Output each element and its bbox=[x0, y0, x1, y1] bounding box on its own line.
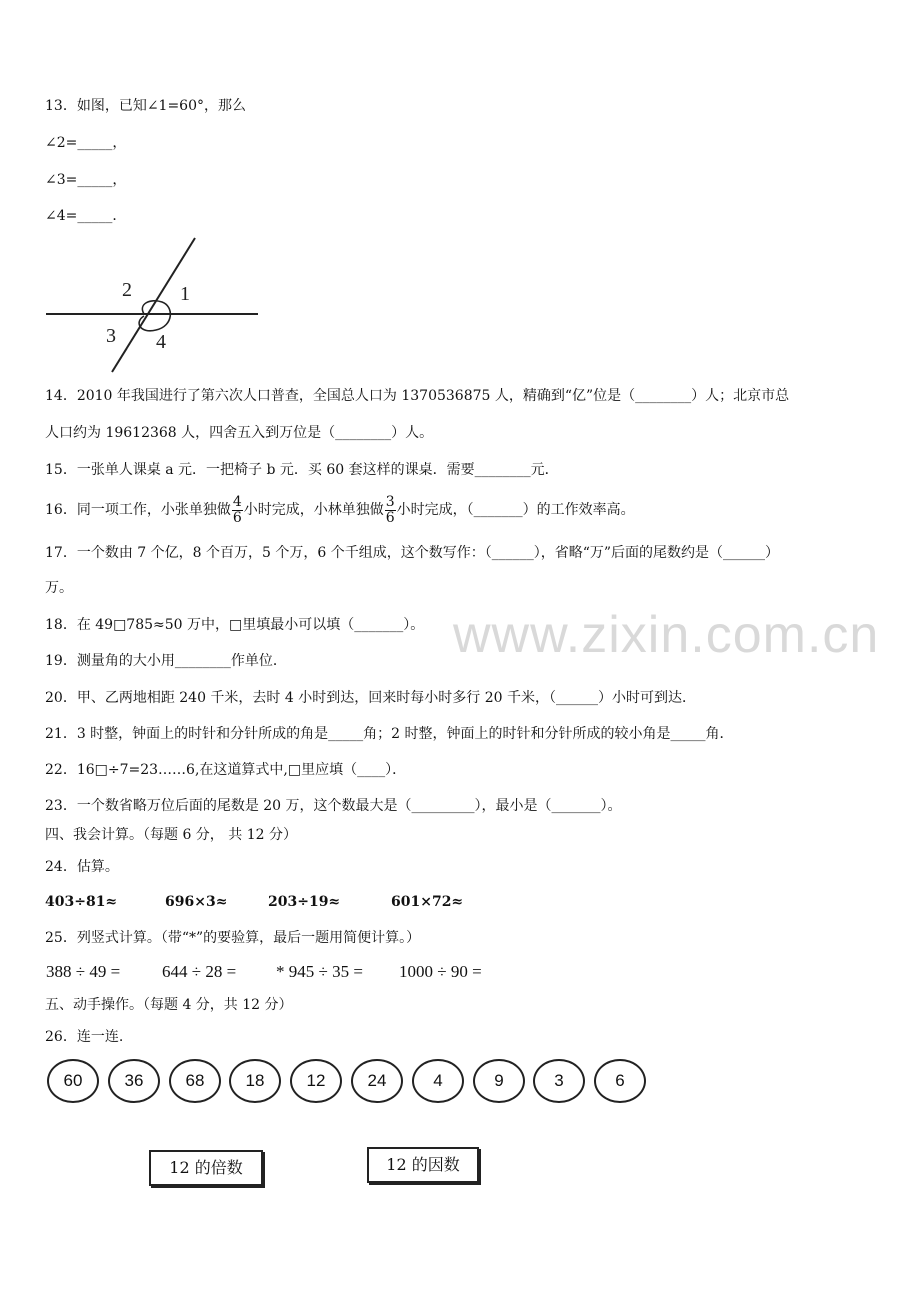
angle-label-2: 2 bbox=[122, 279, 132, 301]
factors-of-12-box[interactable]: 12 的因数 bbox=[367, 1147, 479, 1183]
q16-part2: 小时完成，小林单独做 bbox=[243, 502, 384, 518]
fraction-numerator: 4 bbox=[232, 493, 242, 510]
q16 bbox=[45, 492, 635, 528]
calc-item: 1000 ÷ 90 = bbox=[399, 962, 482, 981]
q22: 22．16□÷7=23……6,在这道算式中,□里应填（____）． bbox=[45, 762, 407, 778]
q14-line2: 人口约为 19612368 人，四舍五入到万位是（________）人。 bbox=[45, 425, 434, 441]
q24-estimates bbox=[45, 892, 463, 912]
fraction-denominator: 6 bbox=[232, 509, 242, 526]
fraction-denominator: 6 bbox=[385, 509, 395, 526]
estimate-item: 203÷19≈ bbox=[268, 894, 341, 910]
watermark: www.zixin.com.cn bbox=[453, 606, 880, 664]
q16-part1: 16．同一项工作，小张单独做 bbox=[45, 502, 231, 518]
number-circle[interactable]: 24 bbox=[351, 1059, 403, 1103]
fraction-4-6 bbox=[232, 495, 243, 526]
q15: 15．一张单人课桌 a 元．一把椅子 b 元．买 60 套这样的课桌．需要________元． bbox=[45, 462, 559, 478]
number-circle[interactable]: 36 bbox=[108, 1059, 160, 1103]
angle-arc bbox=[139, 301, 170, 331]
angle-label-3: 3 bbox=[106, 325, 116, 347]
angle-label-1: 1 bbox=[180, 283, 190, 305]
section-4-heading: 四、我会计算。（每题 6 分， 共 12 分） bbox=[45, 827, 297, 843]
transversal-line bbox=[112, 238, 195, 372]
q18: 18．在 49□785≈50 万中，□里填最小可以填（_______）。 bbox=[45, 617, 425, 633]
number-circle[interactable]: 9 bbox=[473, 1059, 525, 1103]
number-circle[interactable]: 60 bbox=[47, 1059, 99, 1103]
estimate-item: 601×72≈ bbox=[391, 894, 464, 910]
q25-calculations bbox=[46, 962, 482, 982]
section-5-heading: 五、动手操作。（每题 4 分，共 12 分） bbox=[45, 997, 293, 1013]
number-circle[interactable]: 3 bbox=[533, 1059, 585, 1103]
estimate-item: 403÷81≈ bbox=[45, 894, 118, 910]
q26-title: 26．连一连. bbox=[45, 1029, 124, 1045]
q13-title: 13．如图，已知∠1=60°，那么 bbox=[45, 98, 246, 114]
q25-title: 25．列竖式计算。（带“*”的要验算，最后一题用简便计算。） bbox=[45, 930, 421, 946]
q13-answer-angle3: ∠3=_____， bbox=[45, 172, 127, 188]
number-circle[interactable]: 68 bbox=[169, 1059, 221, 1103]
number-circle[interactable]: 6 bbox=[594, 1059, 646, 1103]
number-circle[interactable]: 4 bbox=[412, 1059, 464, 1103]
calc-item: 644 ÷ 28 = bbox=[162, 962, 237, 981]
q16-part3: 小时完成，（_______）的工作效率高。 bbox=[396, 502, 635, 518]
q14-line1: 14．2010 年我国进行了第六次人口普查，全国总人口为 1370536875 人，精确到“亿”位是（________）人；北京市总 bbox=[45, 388, 790, 404]
angle-diagram bbox=[40, 232, 270, 380]
angle-label-4: 4 bbox=[156, 331, 166, 353]
number-circle[interactable]: 18 bbox=[229, 1059, 281, 1103]
q21: 21．3 时整，钟面上的时针和分针所成的角是_____角；2 时整，钟面上的时针和分针所成的较小角是_____角． bbox=[45, 726, 734, 742]
q19: 19．测量角的大小用________作单位． bbox=[45, 653, 287, 669]
calc-item: * 945 ÷ 35 = bbox=[276, 962, 363, 981]
q13-answer-angle2: ∠2=_____， bbox=[45, 135, 127, 151]
fraction-numerator: 3 bbox=[385, 493, 395, 510]
number-circle[interactable]: 12 bbox=[290, 1059, 342, 1103]
calc-item: 388 ÷ 49 = bbox=[46, 962, 121, 981]
q23: 23．一个数省略万位后面的尾数是 20 万，这个数最大是（_________），最小是（_______）。 bbox=[45, 798, 622, 814]
q17-line1: 17．一个数由 7 个亿，8 个百万，5 个万，6 个千组成，这个数写作：（______），省略“万”后面的尾数约是（______） bbox=[45, 545, 780, 561]
q20: 20．甲、乙两地相距 240 千米，去时 4 小时到达，回来时每小时多行 20 千米，（______）小时可到达． bbox=[45, 690, 696, 706]
q24-title: 24．估算。 bbox=[45, 859, 119, 875]
q13-answer-angle4: ∠4=_____． bbox=[45, 208, 127, 224]
estimate-item: 696×3≈ bbox=[165, 894, 228, 910]
fraction-3-6 bbox=[385, 495, 396, 526]
q17-line2: 万。 bbox=[45, 580, 73, 596]
multiples-of-12-box[interactable]: 12 的倍数 bbox=[149, 1150, 263, 1186]
